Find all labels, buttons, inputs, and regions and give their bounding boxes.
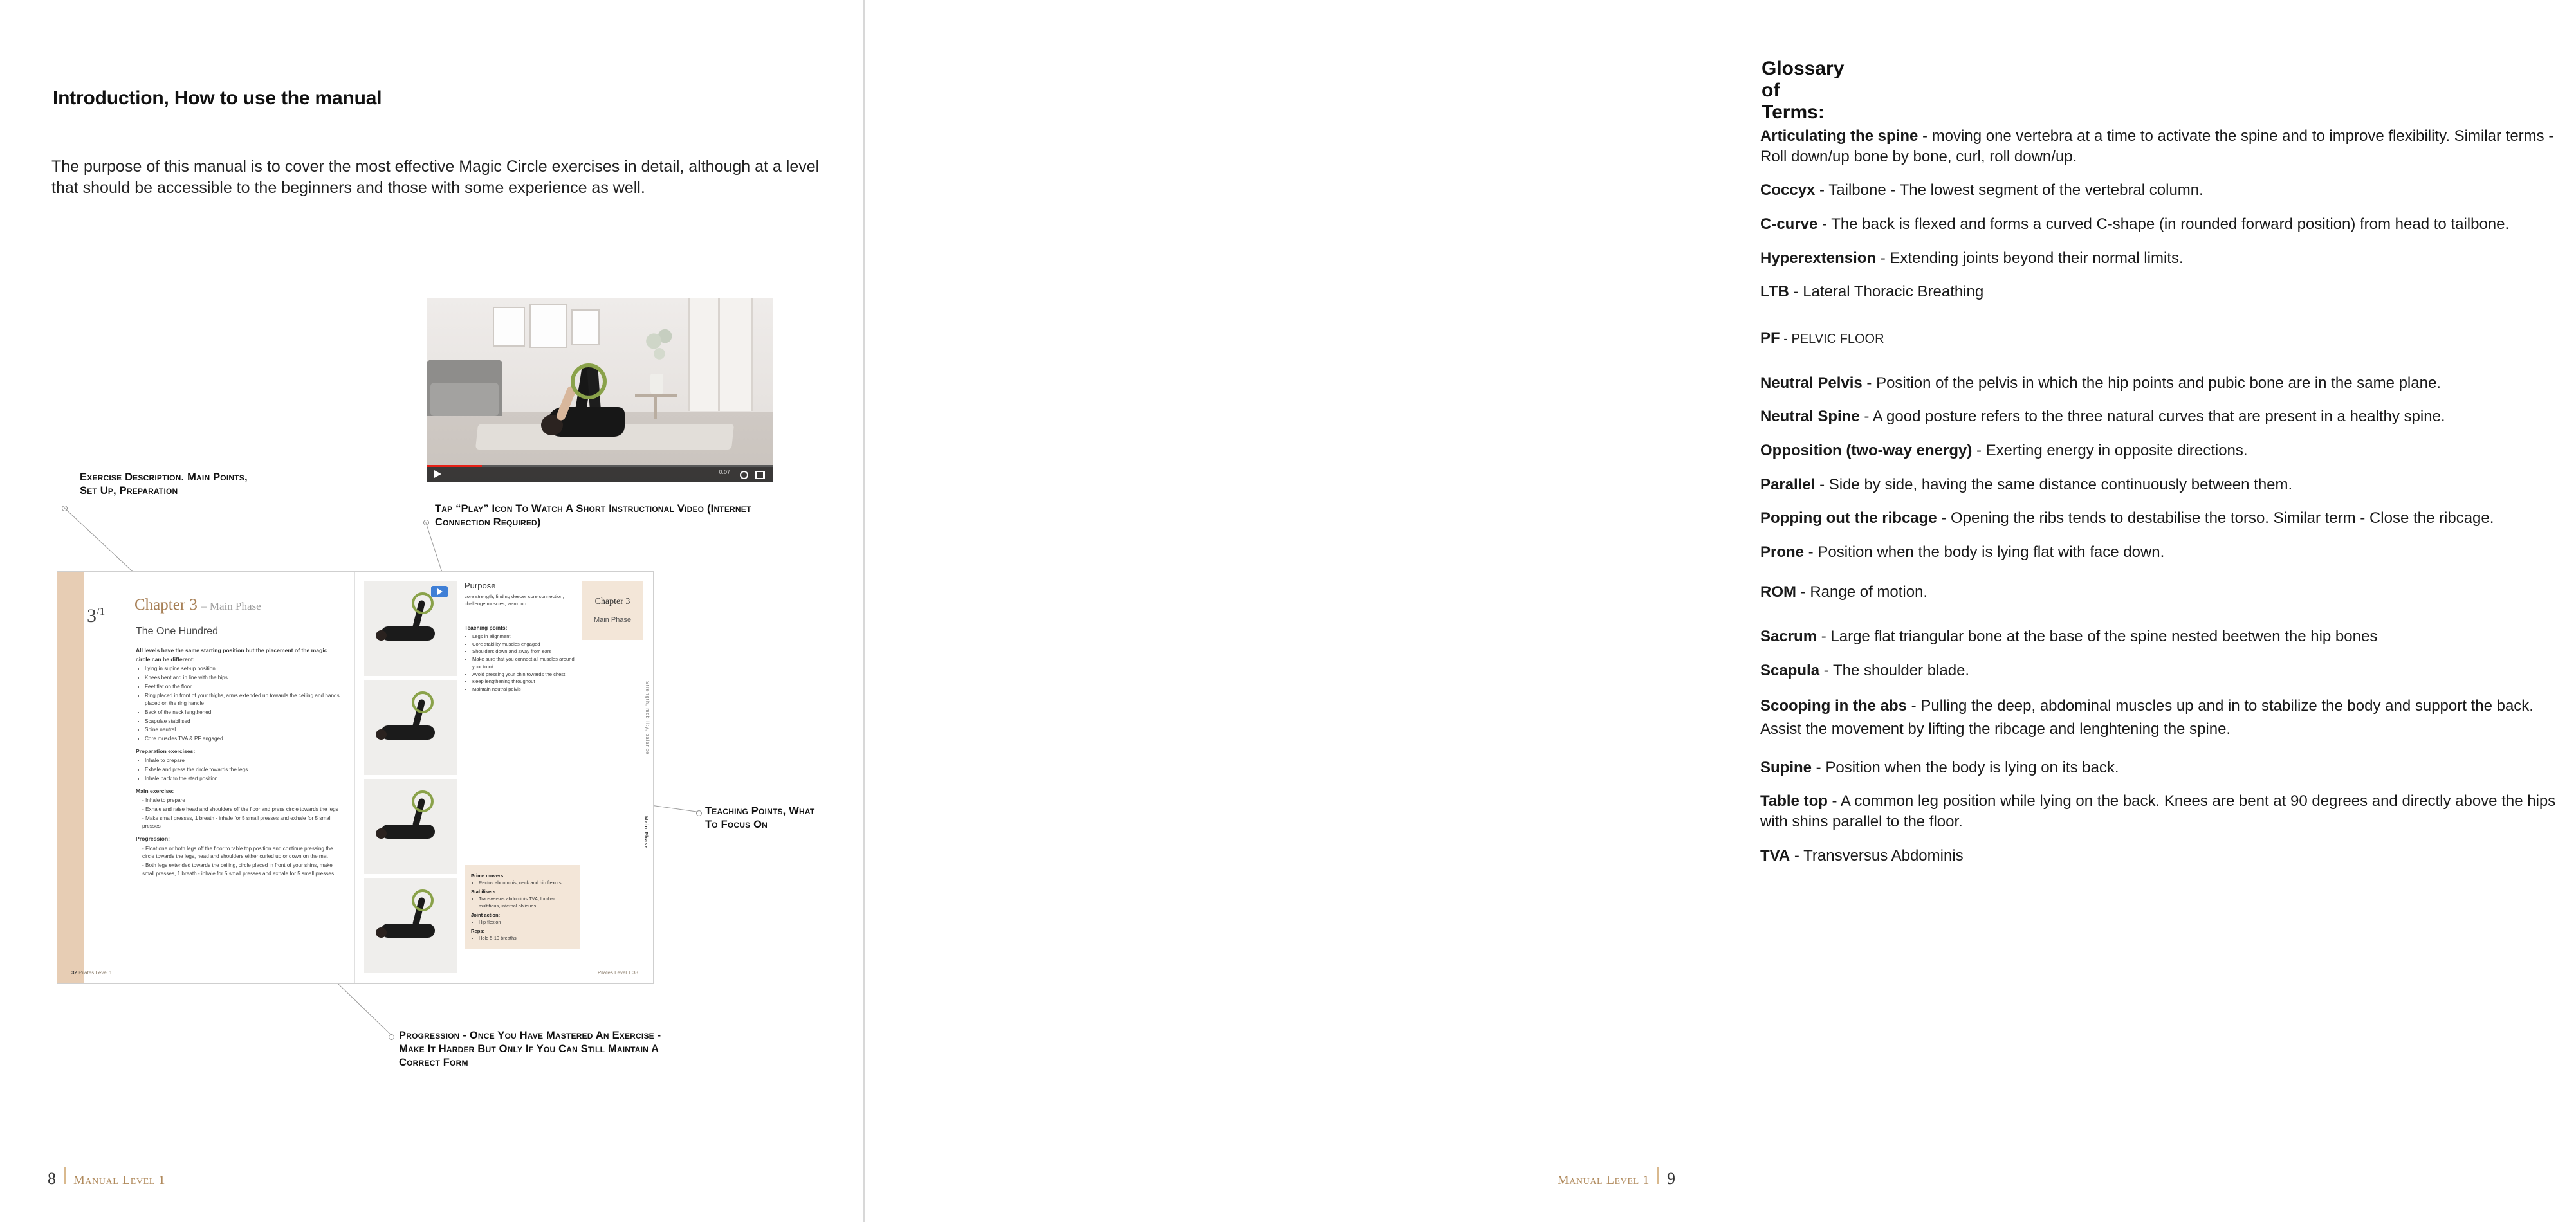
page-right — [865, 0, 2556, 1222]
glossary-entry — [1760, 180, 2576, 201]
glossary-entry — [1760, 126, 2576, 167]
glossary-entry — [1760, 406, 2576, 427]
preview-exercise-name: The One Hundred — [136, 626, 219, 637]
glossary-term: Neutral Spine — [1760, 408, 1860, 426]
play-icon[interactable] — [431, 586, 448, 597]
preparation-list — [136, 757, 343, 783]
glossary-term: Hyperextension — [1760, 249, 1877, 267]
side-table-shape — [635, 394, 677, 421]
list-item: • Hold 5-10 breaths — [479, 935, 574, 942]
exercise-number-main: 3 — [87, 605, 97, 626]
callout-progression: Progression - Once You Have Mastered An Exercise - Make It Harder But Only If You Can Still Maintain A Correct Form — [399, 1030, 661, 1069]
list-item: • Exhale and press the circle towards the legs — [145, 766, 343, 774]
list-item: • Transversus abdominis TVA, lumbar multifidus, internal obliques — [479, 895, 574, 909]
purpose-column — [465, 581, 580, 693]
preview-footer-left — [71, 970, 112, 976]
teaching-points-block — [465, 625, 580, 693]
list-item: - Exhale and raise head and shoulders off the floor and press circle towards the legs — [142, 806, 343, 814]
purpose-text: core strength, finding deeper core connection, challenge muscles, warm up — [465, 594, 564, 607]
list-item: • Knees bent and in line with the hips — [145, 674, 343, 682]
list-item: • Core muscles TVA & PF engaged — [145, 735, 343, 743]
glossary-term: Articulating the spine — [1760, 127, 1918, 145]
chapter-badge — [582, 581, 643, 640]
glossary-definition: - Position when the body is lying on its back. — [1812, 758, 2119, 776]
list-item: - Float one or both legs off the floor to table top position and continue pressing the circle towards the legs, head and shoulders either curled up or down on the mat — [142, 845, 343, 861]
joint-action-title: Joint action: — [471, 912, 501, 918]
glossary-definition: - Position when the body is lying flat with face down. — [1804, 543, 2165, 561]
reps-list — [471, 935, 574, 942]
glossary-definition: - PELVIC FLOOR — [1780, 332, 1884, 347]
preview-page-right — [355, 572, 652, 983]
glossary-term: Opposition (two-way energy) — [1760, 442, 1973, 460]
window-shape — [688, 298, 753, 411]
list-item: • Lying in supine set-up position — [145, 665, 343, 673]
preview-footer-label: Pilates Level 1 — [597, 970, 631, 976]
video-controls-bar[interactable] — [427, 465, 773, 482]
chapter-badge-title: Chapter 3 — [594, 597, 630, 606]
vase-shape — [650, 374, 663, 396]
glossary-definition: - Side by side, having the same distance continuously between them. — [1815, 475, 2293, 493]
head-shape — [376, 828, 387, 839]
page-number: 8 — [48, 1169, 56, 1188]
exercise-photo-column — [364, 581, 457, 973]
glossary-entry — [1760, 791, 2576, 832]
prime-movers-list — [471, 879, 574, 886]
magic-circle-icon — [412, 790, 434, 812]
head-shape — [376, 630, 387, 641]
list-item: - Inhale to prepare — [142, 797, 343, 805]
glossary-entry — [1760, 846, 2576, 866]
exercise-number — [87, 605, 105, 627]
magic-circle-icon — [412, 889, 434, 911]
glossary-term: Neutral Pelvis — [1760, 374, 1863, 392]
list-item: • Shoulders down and away from ears — [472, 648, 580, 655]
muscle-info-block — [465, 865, 580, 949]
glossary-term: LTB — [1760, 283, 1789, 301]
glossary-entry — [1760, 328, 2576, 349]
glossary-entry — [1760, 582, 2576, 603]
glossary-term: PF — [1760, 329, 1780, 347]
video-timestamp: 0:07 — [719, 469, 730, 475]
footer-right — [1558, 1167, 1675, 1189]
callout-exercise-description: Exercise Description. Main Points, Set Up, Preparation — [80, 471, 248, 497]
glossary-title: Glossary of Terms: — [1762, 58, 1845, 123]
page-number: 9 — [1667, 1169, 1675, 1188]
glossary-entry — [1760, 248, 2576, 269]
page-left — [0, 0, 865, 1222]
glossary-term: Prone — [1760, 543, 1805, 561]
glossary-definition: - Opening the ribs tends to destabilise the torso. Similar term - Close the ribcage. — [1937, 509, 2494, 527]
joint-action-list — [471, 918, 574, 926]
list-item: • Back of the neck lengthened — [145, 709, 343, 717]
glossary-entry — [1760, 695, 2576, 741]
chapter-dash: – Main Phase — [201, 600, 261, 612]
list-item: • Inhale back to the start position — [145, 775, 343, 783]
list-item: • Core stability muscles engaged — [472, 641, 580, 648]
glossary-entry — [1760, 508, 2576, 529]
teaching-points-list — [465, 633, 580, 693]
stabilisers-title: Stabilisers: — [471, 889, 497, 895]
gear-icon[interactable] — [740, 471, 748, 479]
glossary-definition: - The back is flexed and forms a curved C-shape (in rounded forward position) from head to tailbone. — [1817, 215, 2510, 233]
side-tab-main-phase: Main Phase — [643, 816, 649, 850]
intro-paragraph: The purpose of this manual is to cover the most effective Magic Circle exercises in detail, although at a level that should be accessible to the beginners and those with some experience as well. — [51, 158, 820, 197]
footer-divider — [1657, 1167, 1659, 1184]
glossary-definition: - Exerting energy in opposite directions. — [1972, 442, 2248, 460]
magic-circle-icon — [571, 363, 607, 399]
callout-play-instruction: Tap “Play” Icon To Watch A Short Instructional Video (Internet Connection Required) — [435, 503, 751, 529]
footer-left — [48, 1167, 165, 1189]
torso-shape — [381, 626, 435, 641]
progression-list — [136, 845, 343, 879]
person-figure — [522, 360, 635, 441]
list-item: - Make small presses, 1 breath - inhale for 5 small presses and exhale for 5 small presses — [142, 815, 343, 831]
preview-intro-text: All levels have the same starting position but the placement of the magic circle can be different: — [136, 647, 327, 662]
list-item: • Hip flexion — [479, 918, 574, 926]
preview-chapter-title — [134, 596, 261, 614]
head-shape — [376, 729, 387, 740]
setup-point-list — [136, 665, 343, 743]
list-item: • Legs in alignment — [472, 633, 580, 641]
exercise-photo — [364, 779, 457, 874]
glossary-term: Scapula — [1760, 662, 1820, 680]
glossary-term: TVA — [1760, 846, 1790, 864]
glossary-definition: - Pulling the deep, abdominal muscles up and in to stabilize the body and support the back. Assist the movement by lifting the ribcage and lenghtening the spine. — [1760, 697, 2534, 738]
list-item: • Inhale to prepare — [145, 757, 343, 765]
glossary-definition: - A common leg position while lying on the back. Knees are bent at 90 degrees and directly above the hips with shins parallel to the floor. — [1760, 792, 2556, 831]
glossary-entry — [1760, 373, 2576, 394]
chapter-label: Chapter 3 — [134, 596, 198, 614]
magic-circle-icon — [412, 691, 434, 713]
glossary-term: Scooping in the abs — [1760, 697, 1908, 715]
exercise-number-sub: /1 — [97, 605, 106, 617]
reps-title: Reps: — [471, 928, 485, 935]
list-item: • Spine neutral — [145, 726, 343, 734]
glossary-entry — [1760, 626, 2576, 647]
sofa-shape — [427, 360, 502, 416]
stabilisers-list — [471, 895, 574, 909]
preview-footer-right — [598, 970, 638, 976]
list-item: • Avoid pressing your chin towards the chest — [472, 671, 580, 679]
page-title: Introduction, How to use the manual — [53, 87, 382, 109]
glossary-entry — [1760, 282, 2576, 302]
wall-frame-icon — [529, 304, 567, 348]
glossary-entry — [1760, 758, 2576, 778]
list-item: • Ring placed in front of your thighs, arms extended up towards the ceiling and hands placed on the ring handle — [145, 692, 343, 708]
prime-movers-title: Prime movers: — [471, 873, 505, 879]
preview-page-left — [57, 572, 355, 983]
footer-label: Manual Level 1 — [73, 1173, 166, 1187]
glossary-term: Sacrum — [1760, 628, 1817, 646]
glossary-definition: - Tailbone - The lowest segment of the vertebral column. — [1815, 181, 2203, 199]
list-item: • Rectus abdominis, neck and hip flexors — [479, 879, 574, 886]
teaching-points-title: Teaching points: — [465, 624, 508, 631]
list-item: • Make sure that you connect all muscles around your trunk — [472, 655, 580, 671]
wall-frame-icon — [571, 309, 600, 345]
progression-title: Progression: — [136, 835, 170, 843]
preparation-title: Preparation exercises: — [136, 747, 196, 754]
instructional-video-thumbnail[interactable] — [427, 298, 773, 482]
list-item: - Both legs extended towards the ceiling, circle placed in front of your shins, make small presses, 1 breath - inhale for 5 small presses and exhale for 5 small presses — [142, 862, 343, 878]
magic-circle-icon — [412, 592, 434, 614]
fullscreen-icon[interactable] — [757, 471, 764, 479]
glossary-term: Popping out the ribcage — [1760, 509, 1937, 527]
glossary-entry — [1760, 542, 2576, 563]
glossary-term: Parallel — [1760, 475, 1816, 493]
footer-divider — [64, 1167, 66, 1184]
footer-label: Manual Level 1 — [1557, 1173, 1650, 1187]
head-shape — [376, 927, 387, 938]
side-tab-strength: Strength, mobility, balance — [645, 681, 649, 755]
glossary-definition: - moving one vertebra at a time to activate the spine and to improve flexibility. Similar terms - Roll down/up bone by bone, curl, roll down/up. — [1760, 127, 2554, 165]
list-item: • Feet flat on the floor — [145, 683, 343, 691]
glossary-entry — [1760, 661, 2576, 681]
purpose-title: Purpose — [465, 581, 496, 590]
exercise-photo — [364, 581, 457, 676]
play-icon[interactable] — [434, 470, 441, 478]
glossary-definition: - Lateral Thoracic Breathing — [1789, 283, 1984, 301]
manual-page-preview[interactable] — [57, 571, 654, 984]
preview-body-text — [136, 646, 343, 882]
glossary-definition: - A good posture refers to the three natural curves that are present in a healthy spine. — [1859, 408, 2445, 426]
callout-leader-line — [64, 507, 140, 579]
glossary-entry — [1760, 214, 2576, 235]
main-exercise-title: Main exercise: — [136, 787, 174, 794]
glossary-definition: - Position of the pelvis in which the hip points and pubic bone are in the same plane. — [1862, 374, 2441, 392]
glossary-entry — [1760, 441, 2576, 461]
exercise-photo — [364, 680, 457, 775]
glossary-term: ROM — [1760, 583, 1796, 601]
glossary-term: Supine — [1760, 758, 1812, 776]
page-accent-strip — [57, 572, 84, 983]
glossary-definition: - Range of motion. — [1796, 583, 1928, 601]
torso-shape — [381, 825, 435, 839]
plant-shape — [639, 326, 676, 376]
torso-shape — [381, 924, 435, 938]
glossary-entry — [1760, 475, 2576, 495]
glossary-list — [1760, 126, 2576, 879]
torso-shape — [381, 725, 435, 740]
glossary-term: Coccyx — [1760, 181, 1816, 199]
glossary-definition: - Extending joints beyond their normal limits. — [1876, 249, 2184, 267]
exercise-photo — [364, 878, 457, 973]
video-progress-bar[interactable] — [427, 465, 773, 467]
chapter-badge-subtitle: Main Phase — [593, 616, 632, 624]
glossary-term: C-curve — [1760, 215, 1818, 233]
glossary-definition: - Large flat triangular bone at the base of the spine nested beetwen the hip bones — [1817, 628, 2378, 646]
list-item: • Scapulae stabilised — [145, 718, 343, 726]
list-item: • Keep lengthening throughout — [472, 678, 580, 686]
wall-frame-icon — [493, 307, 525, 347]
callout-teaching-points: Teaching Points, What To Focus On — [705, 805, 815, 831]
preview-page-number: 32 — [71, 970, 77, 976]
list-item: • Maintain neutral pelvis — [472, 686, 580, 693]
glossary-definition: - The shoulder blade. — [1819, 662, 1970, 680]
glossary-term: Table top — [1760, 792, 1828, 810]
main-exercise-list — [136, 797, 343, 831]
preview-footer-label: Pilates Level 1 — [78, 970, 113, 976]
preview-page-number: 33 — [632, 970, 638, 976]
glossary-definition: - Transversus Abdominis — [1790, 846, 1964, 864]
